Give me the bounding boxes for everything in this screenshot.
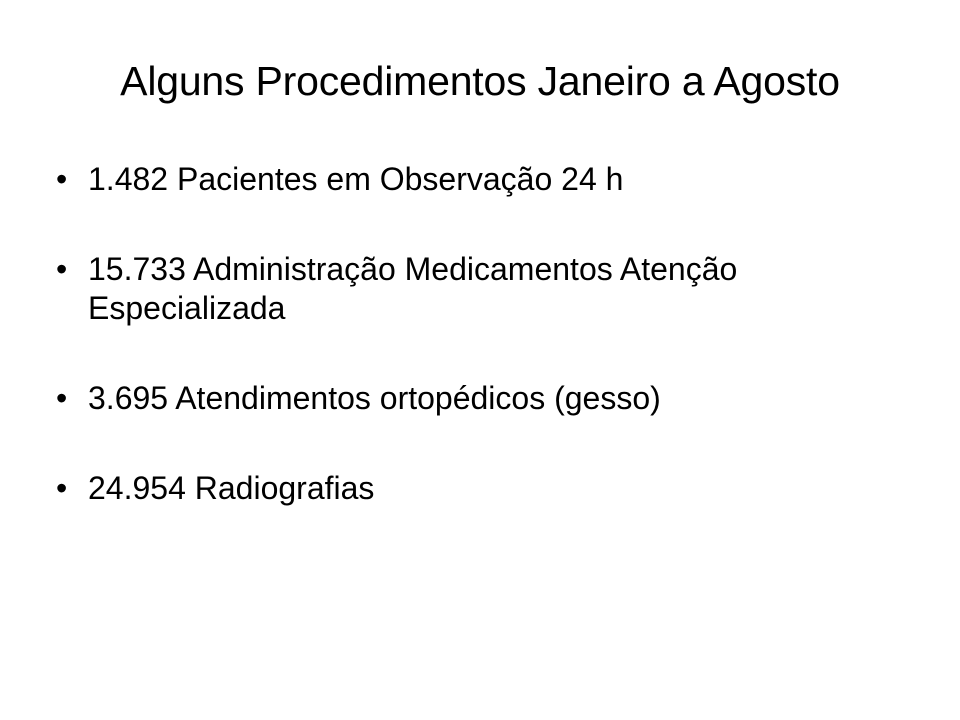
list-item-text: 24.954 Radiografias — [88, 469, 375, 506]
page-title: Alguns Procedimentos Janeiro a Agosto — [120, 58, 840, 104]
list-item-text: 15.733 Administração Medicamentos Atenção Especializada — [88, 250, 738, 327]
bullet-point-icon: • — [56, 161, 68, 197]
list-item — [48, 160, 908, 200]
list-item-text: 1.482 Pacientes em Observação 24 h — [88, 161, 624, 197]
bullet-point-icon: • — [56, 380, 68, 417]
bullet-list — [48, 160, 908, 508]
list-item — [48, 250, 908, 329]
bullet-point-icon: • — [56, 250, 68, 287]
list-item-text: 3.695 Atendimentos ortopédicos (gesso) — [88, 380, 661, 417]
bullet-point-icon: • — [56, 469, 68, 506]
list-item — [48, 379, 908, 419]
list-item — [48, 469, 908, 509]
